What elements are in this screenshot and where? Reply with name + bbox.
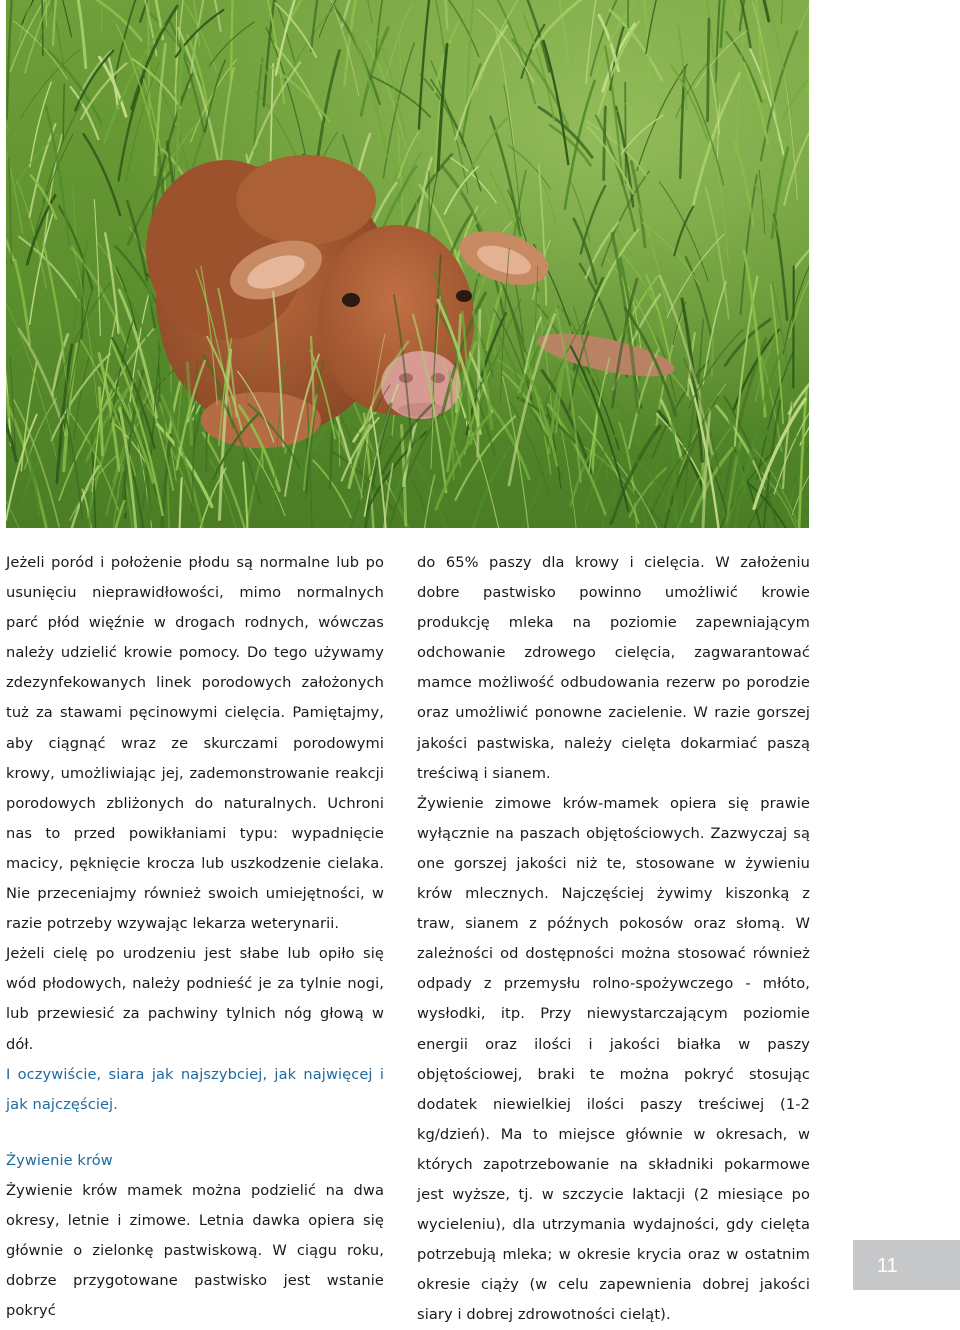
left-column xyxy=(6,548,384,1326)
paragraph: Żywienie krów mamek można podzielić na dwa okresy, letnie i zimowe. Letnia dawka opiera się głównie o zielonkę pastwiskową. W ciągu roku, dobrze przygotowane pastwisko jest wstanie pokryć xyxy=(6,1176,384,1326)
grass-blade xyxy=(604,107,606,180)
right-column xyxy=(417,548,810,1330)
highlight-text: I oczywiście, siara jak najszybciej, jak najwięcej i jak najczęściej. xyxy=(6,1060,384,1120)
grass-blade xyxy=(625,83,626,183)
grass-blade xyxy=(708,19,709,121)
paragraph: Żywienie zimowe krów-mamek opiera się prawie wyłącznie na paszach objętościowych. Zazwyczaj są one gorszej jakości niż te, stosowane w żywieniu krów mlecznych. Najczęściej żywimy kiszonką z traw, sianem z późnych pokosów oraz słomą. W zależności od dostępności można stosować również odpady z przemysłu rolno-spożywczego - młóto, wysłodki, itp. Przy niewystarczającym poziomie energii oraz ilości i jakości białka w paszy objętościowej, braki te można pokryć stosując dodatek niewielkiej ilości paszy treściwej (1-2 kg/dzień). Ma to miejsce głównie w okresach, w których zapotrzebowanie na składniki pokarmowe jest wyższe, tj. w szczycie laktacji (2 miesiące po wycieleniu), dla utrzymania wydajności, gdy cielęta potrzebują mleka; w okresie krycia oraz w ostatnim okresie ciąży (w celu zapewnienia dobrej jakości siary i dobrej zdrowotności cieląt). xyxy=(417,789,810,1330)
section-heading: Żywienie krów xyxy=(6,1146,384,1176)
page-number: 11 xyxy=(853,1240,960,1290)
paragraph: Jeżeli cielę po urodzeniu jest słabe lub opiło się wód płodowych, należy podnieść je za tylnie nogi, lub przewiesić za pachwiny tylnich nóg głową w dół. xyxy=(6,939,384,1059)
calf-lying-in-grass-image xyxy=(6,0,809,528)
paragraph: Jeżeli poród i położenie płodu są normalne lub po usunięciu nieprawidłowości, mimo normalnych parć płód więźnie w drogach rodnych, wówczas należy udzielić krowie pomocy. Do tego używamy zdezynfekowanych linek porodowych założonych tuż za stawami pęcinowymi cielęcia. Pamiętajmy, aby ciągnąć wraz ze skurczami porodowymi krowy, umożliwiając jej, zademonstrowanie reakcji porodowych zbliżonych do naturalnych. Uchroni nas to przed powikłaniami typu: wypadnięcie macicy, pęknięcie krocza lub uszkodzenie cielaka. Nie przeceniajmy również swoich umiejętności, w razie potrzeby wzywając lekarza weterynarii. xyxy=(6,548,384,939)
calf-photo xyxy=(6,0,809,528)
paragraph: do 65% paszy dla krowy i cielęcia. W założeniu dobre pastwisko powinno umożliwić krowie produkcję mleka na poziomie zapewniającym odchowanie zdrowego cielęcia, zagwarantować mamce możliwość odbudowania rezerw po porodzie oraz umożliwić ponowne zacielenie. W razie gorszej jakości pastwiska, należy cielęta dokarmiać paszą treściwą i sianem. xyxy=(417,548,810,789)
